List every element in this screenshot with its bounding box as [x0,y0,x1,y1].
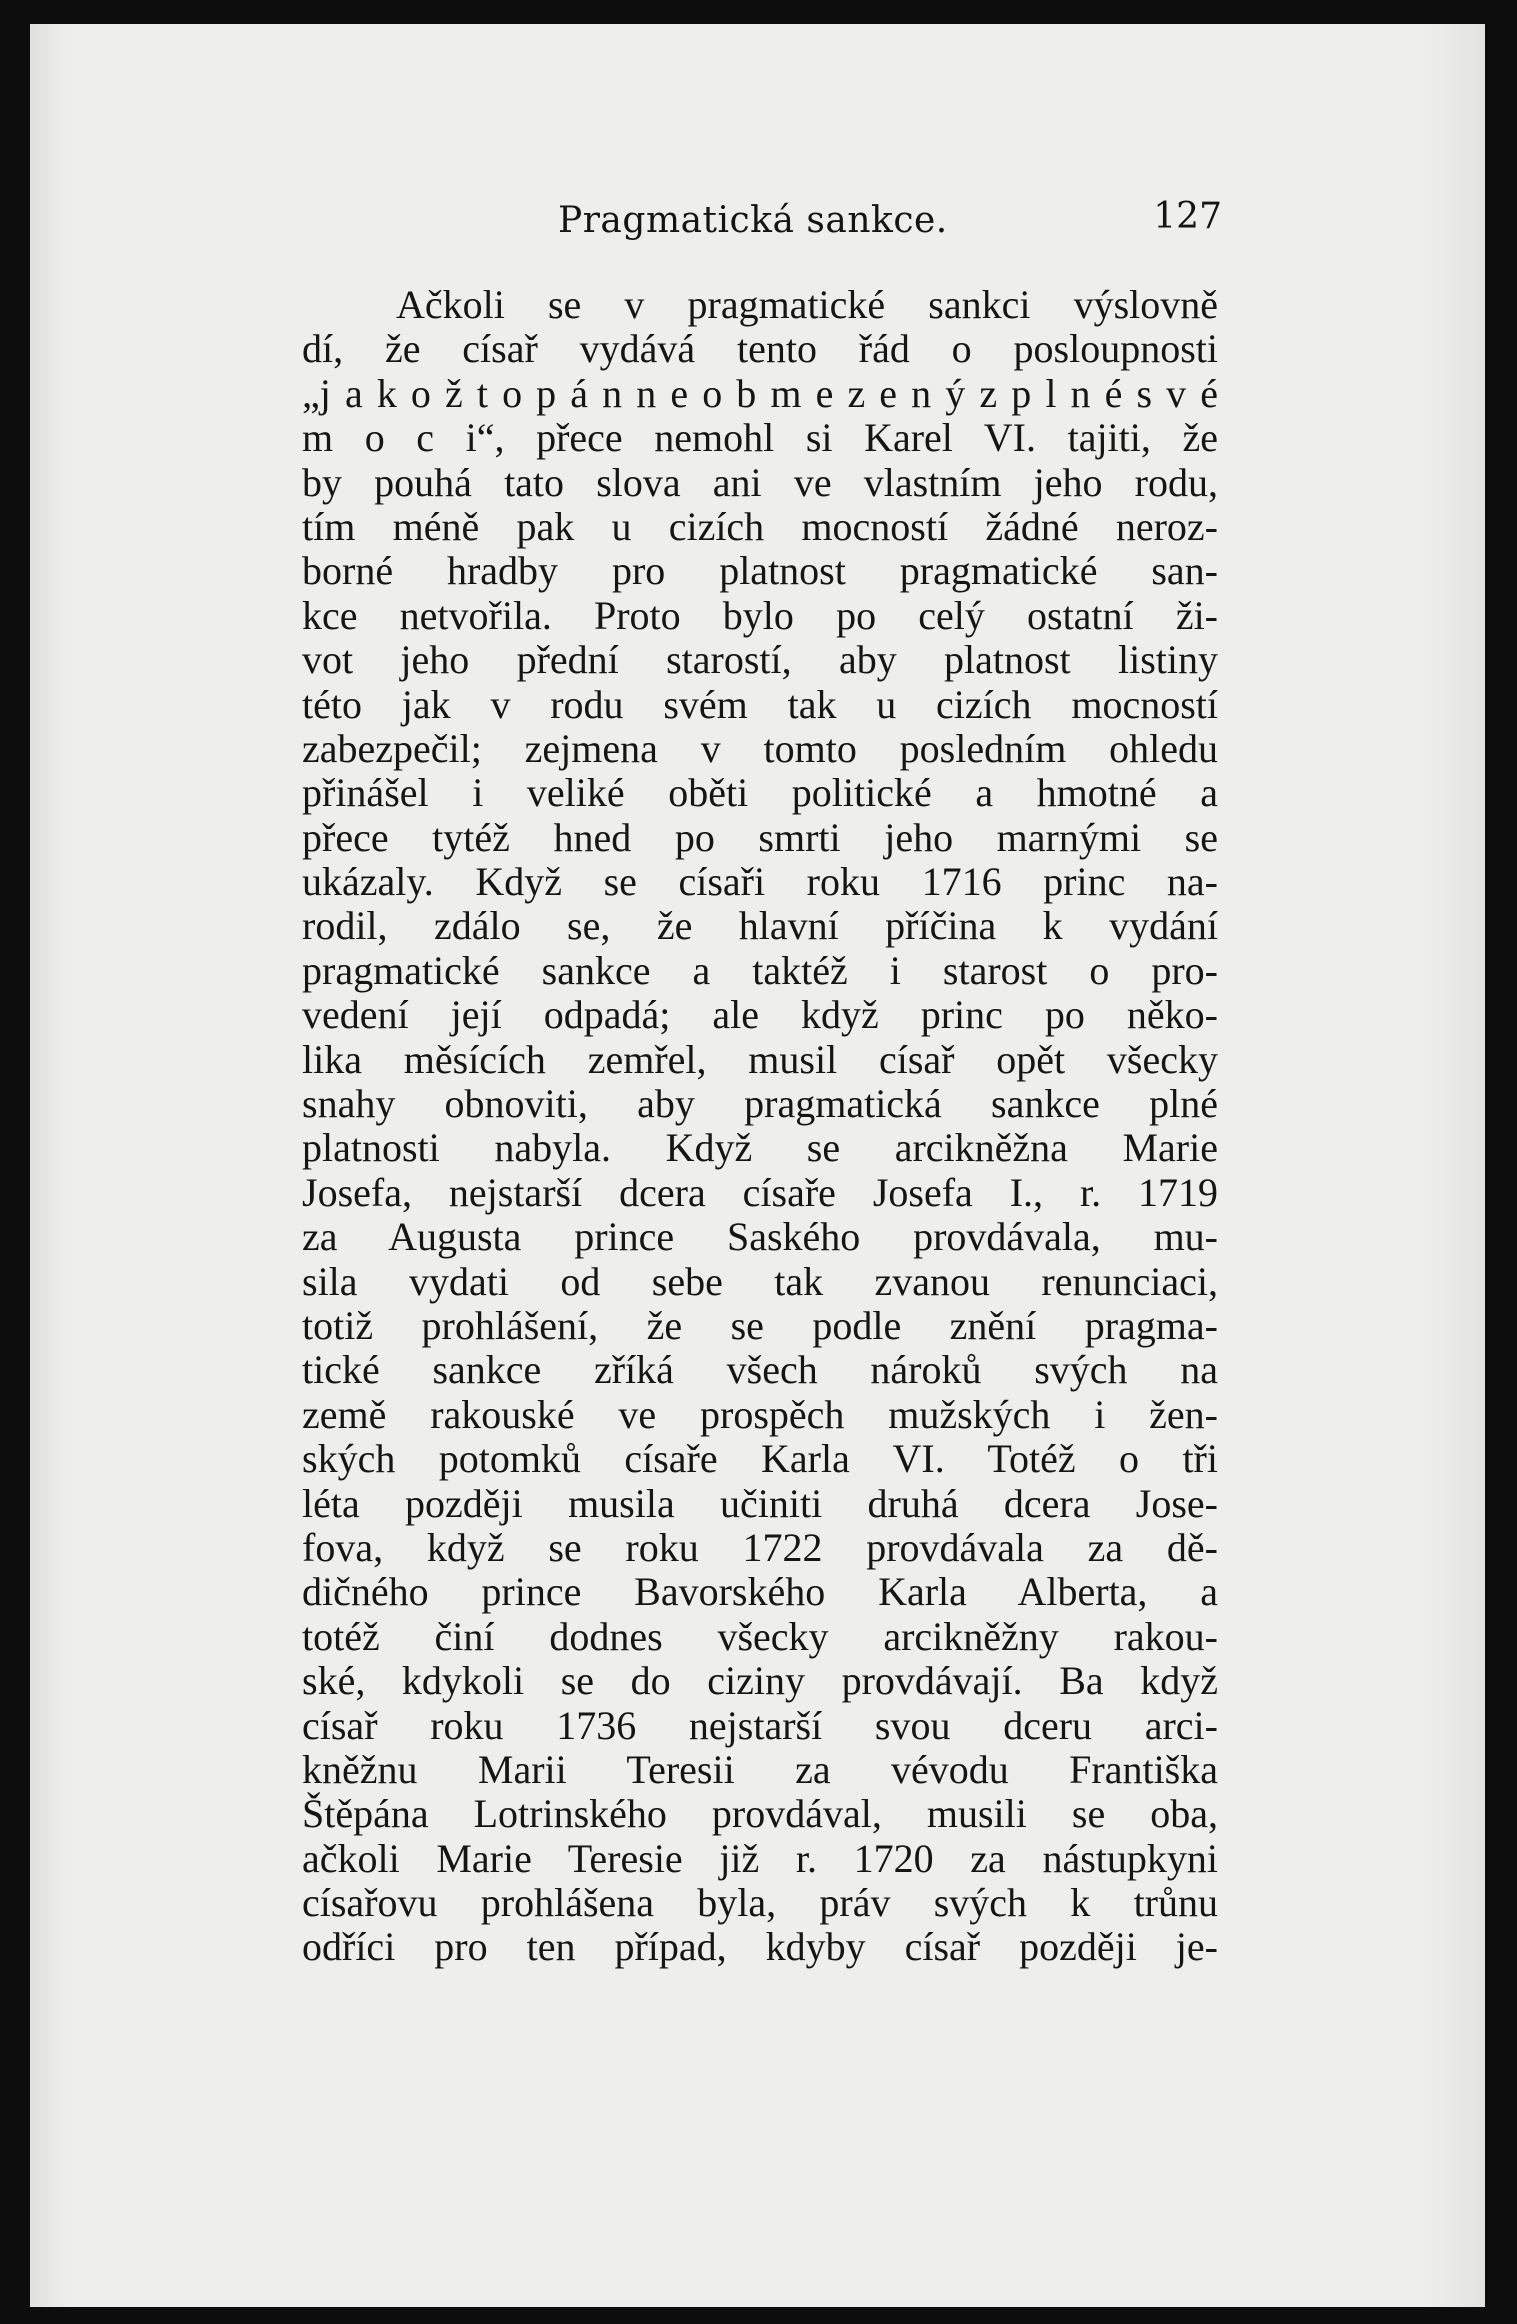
text-line: pragmatické sankce a taktéž i starost o pro- [302,947,1218,993]
running-title: Pragmatická sankce. [558,200,948,241]
text-line: císařovu prohlášena byla, práv svých k trůnu [302,1880,1218,1926]
text-line: císař roku 1736 nejstarší svou dceru arci- [302,1702,1218,1748]
text-line: „j a k o ž t o p á n n e o b m e z e n ý z p l n é s v é [302,370,1218,416]
text-line: této jak v rodu svém tak u cizích mocností [302,681,1218,727]
text-line: země rakouské ve prospěch mužských i žen- [302,1391,1218,1437]
page-number: 127 [1153,196,1222,237]
text-line: tím méně pak u cizích mocností žádné neroz- [302,503,1218,549]
text-line: dí, že císař vydává tento řád o posloupnosti [302,326,1218,372]
text-line: lika měsících zemřel, musil císař opět všecky [302,1036,1218,1082]
text-line: dičného prince Bavorského Karla Alberta, a [302,1569,1218,1615]
text-line: přece tytéž hned po smrti jeho marnými se [302,814,1218,860]
text-line: sila vydati od sebe tak zvanou renunciaci, [302,1258,1218,1304]
text-line: vedení její odpadá; ale když princ po něko- [302,992,1218,1038]
text-line: ské, kdykoli se do ciziny provdávají. Ba když [302,1658,1218,1704]
text-line: totiž prohlášení, že se podle znění pragma- [302,1302,1218,1348]
text-line: fova, když se roku 1722 provdávala za dě- [302,1524,1218,1570]
page-header [300,196,1222,250]
text-line: tické sankce zříká všech nároků svých na [302,1347,1218,1393]
text-line: by pouhá tato slova ani ve vlastním jeho rodu, [302,459,1218,505]
text-line: snahy obnoviti, aby pragmatická sankce plné [302,1081,1218,1127]
text-line: totéž činí dodnes všecky arcikněžny rakou- [302,1613,1218,1659]
text-line: rodil, zdálo se, že hlavní příčina k vydání [302,903,1218,949]
text-line: kněžnu Marii Teresii za vévodu Františka [302,1746,1218,1792]
text-line: přinášel i veliké oběti politické a hmotné a [302,770,1218,816]
text-line: léta později musila učiniti druhá dcera Jose- [302,1480,1218,1526]
text-line: borné hradby pro platnost pragmatické san- [302,548,1218,594]
text-line: m o c i“, přece nemohl si Karel VI. tajiti, že [302,415,1218,461]
text-line: zabezpečil; zejmena v tomto posledním ohledu [302,725,1218,771]
text-line: Štěpána Lotrinského provdával, musili se oba, [302,1791,1218,1837]
binding-mark [19,1760,29,1850]
text-line: ačkoli Marie Teresie již r. 1720 za nástupkyni [302,1835,1218,1881]
body-paragraph [302,283,1218,1970]
text-line: odříci pro ten případ, kdyby císař později je- [302,1924,1218,1970]
binding-mark [18,390,28,570]
text-line: kce netvořila. Proto bylo po celý ostatní ži- [302,592,1218,638]
text-line: za Augusta prince Saského provdávala, mu- [302,1214,1218,1260]
text-line: Josefa, nejstarší dcera císaře Josefa I., r. 1719 [302,1169,1218,1215]
text-line: ukázaly. Když se císaři roku 1716 princ na- [302,859,1218,905]
text-line: platnosti nabyla. Když se arcikněžna Marie [302,1125,1218,1171]
text-line: ských potomků císaře Karla VI. Totéž o tři [302,1436,1218,1482]
text-line: Ačkoli se v pragmatické sankci výslovně [396,282,1218,327]
text-line: vot jeho přední starostí, aby platnost listiny [302,637,1218,683]
